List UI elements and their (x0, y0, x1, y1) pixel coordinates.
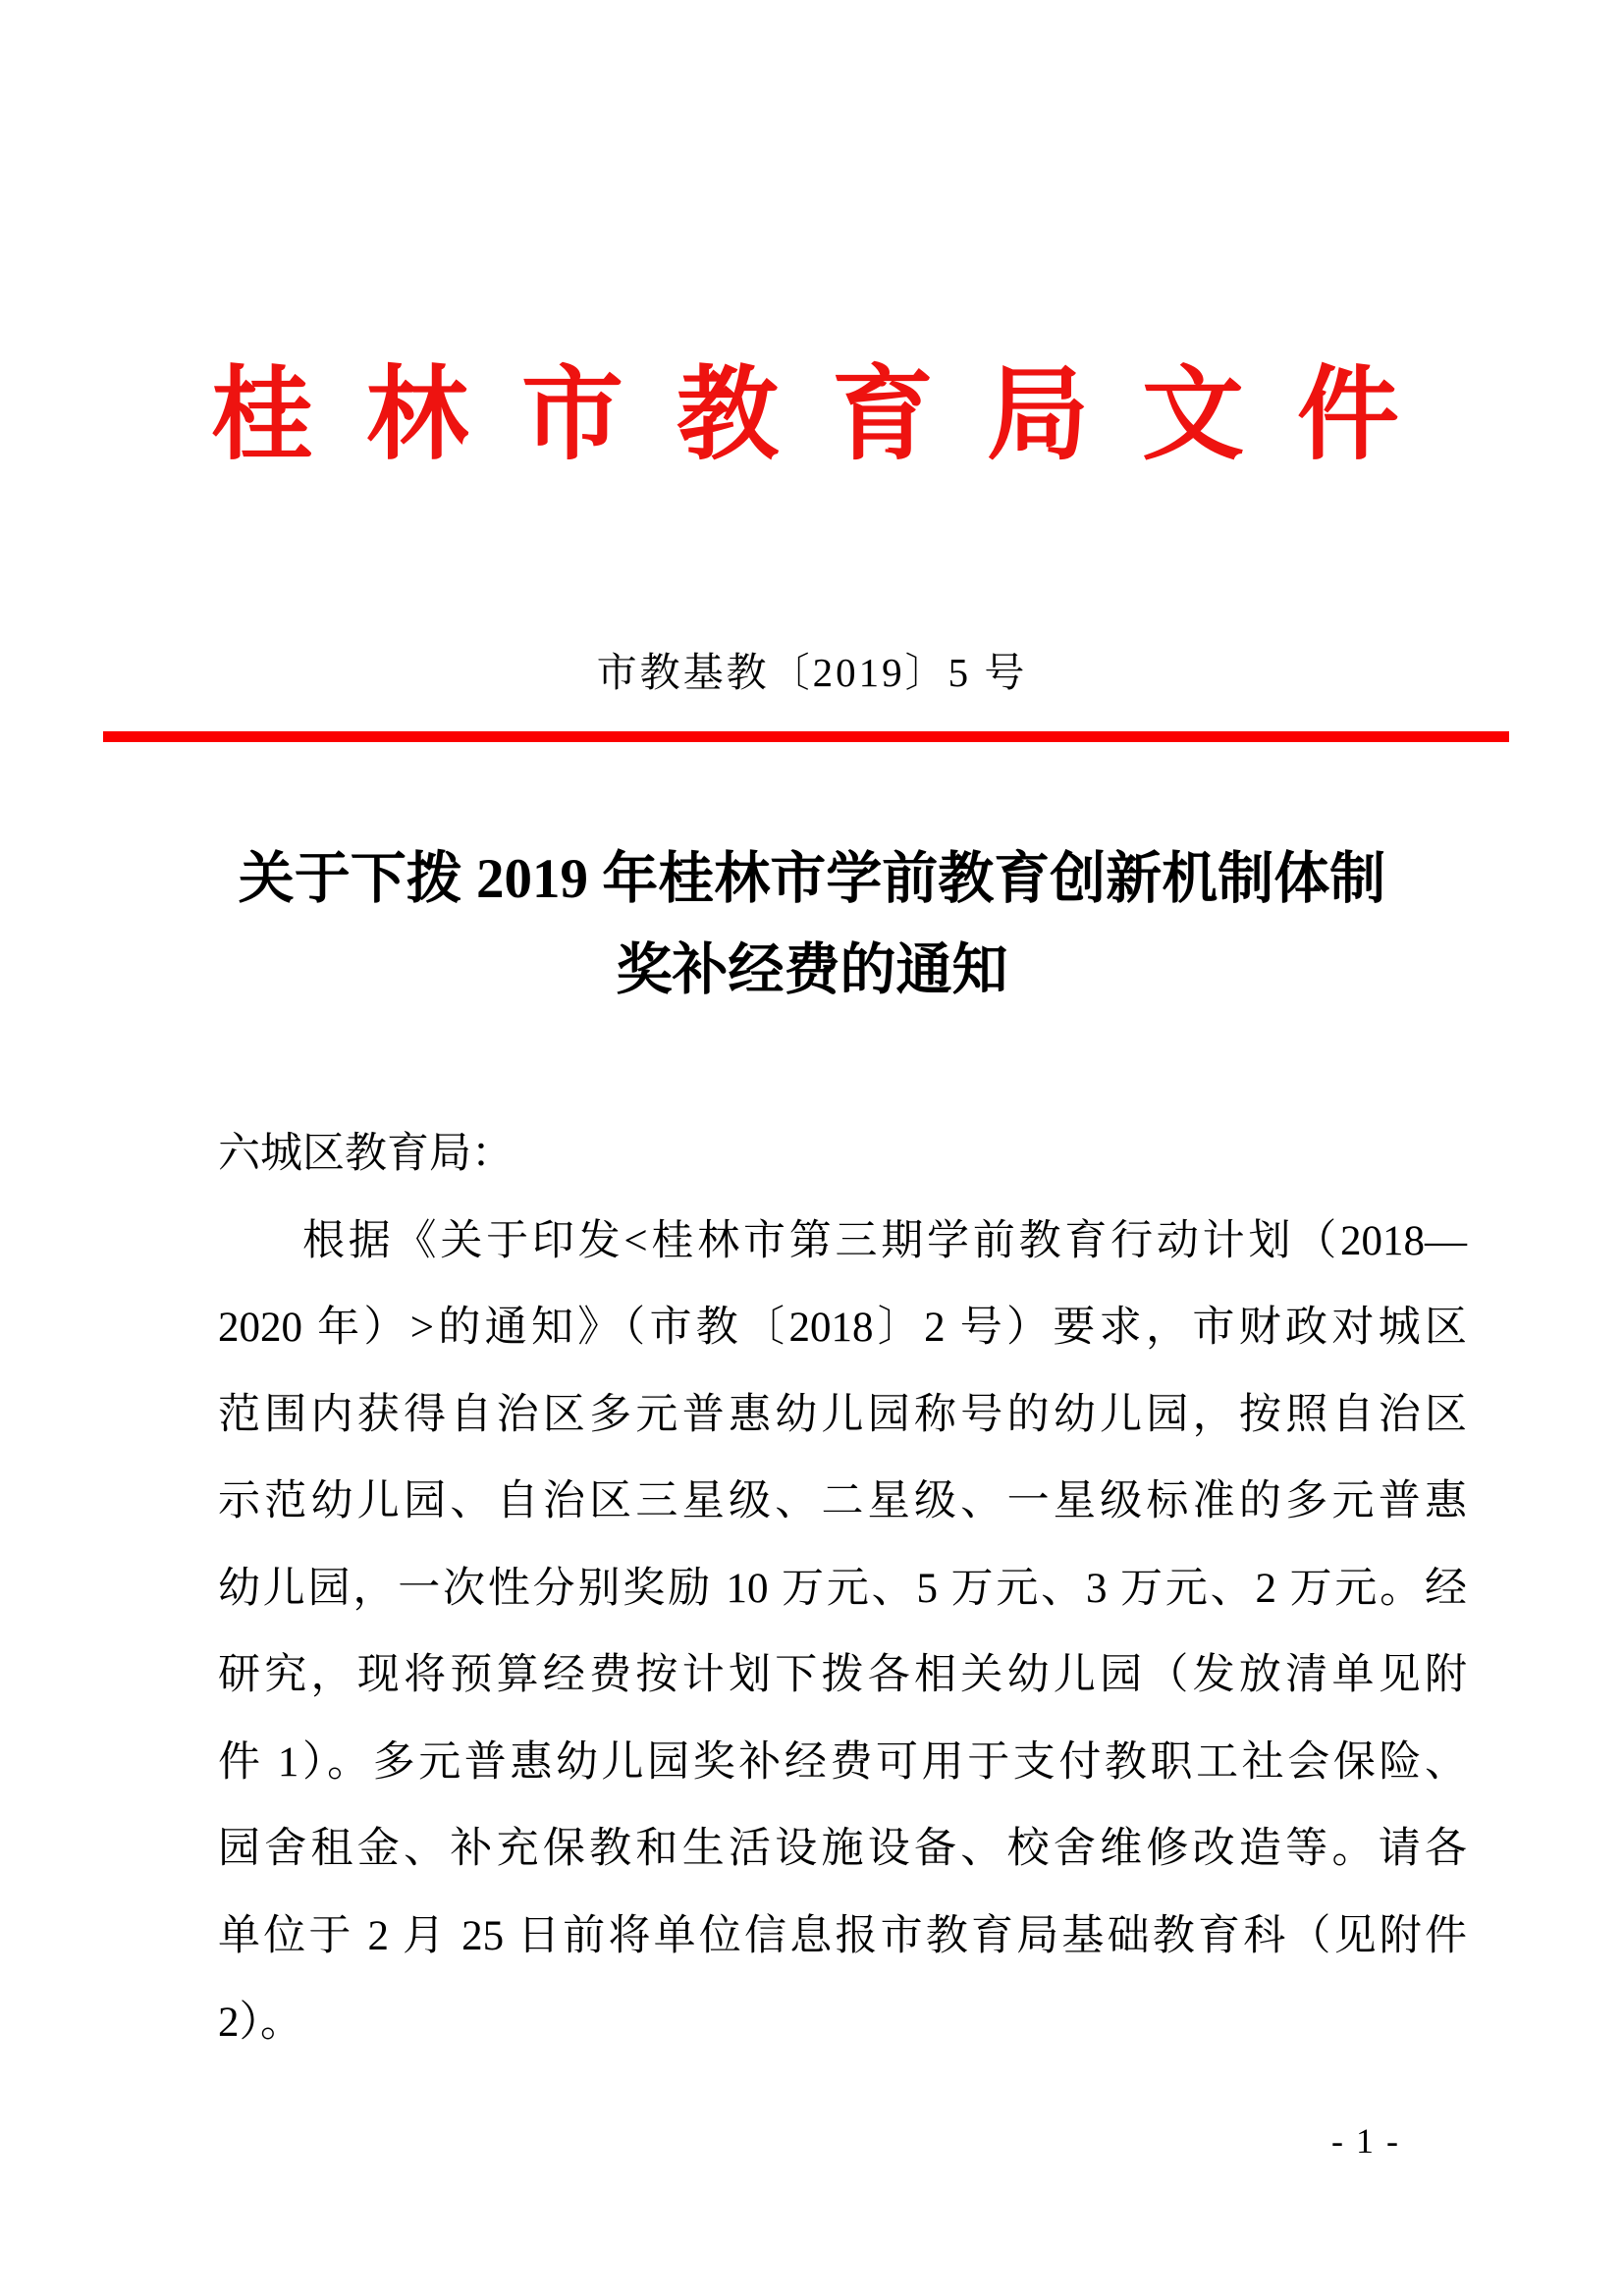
body-line: 幼儿园，一次性分别奖励 10 万元、5 万元、3 万元、2 万元。经 (218, 1565, 1467, 1612)
document-title (0, 833, 1624, 1016)
body-line: 根据《关于印发<桂林市第三期学前教育行动计划（2018— (302, 1217, 1467, 1264)
document-title-line2: 奖补经费的通知 (616, 939, 1008, 1001)
red-separator-line (103, 731, 1509, 742)
body-line: 单位于 2 月 25 日前将单位信息报市教育局基础教育科（见附件 (218, 1912, 1467, 1959)
body-paragraph (218, 1199, 1467, 2067)
body-line: 研究，现将预算经费按计划下拨各相关幼儿园（发放清单见附 (218, 1652, 1467, 1698)
body-line: 范围内获得自治区多元普惠幼儿园称号的幼儿园，按照自治区 (218, 1391, 1467, 1438)
page-number: - 1 - (1331, 2121, 1400, 2161)
doc-number: 市教基教〔2019〕5 号 (596, 650, 1028, 695)
document-title-line1: 关于下拨 2019 年桂林市学前教育创新机制体制 (238, 848, 1386, 910)
agency-title: 桂 林 市 教 育 局 文 件 (210, 359, 1413, 472)
salutation: 六城区教育局： (218, 1131, 514, 1177)
body-line: 示范幼儿园、自治区三星级、二星级、一星级标准的多元普惠 (218, 1478, 1467, 1524)
body-line: 园舍租金、补充保教和生活设施设备、校舍维修改造等。请各 (218, 1826, 1467, 1872)
body-line: 2）。 (218, 2000, 302, 2046)
document-body (218, 1111, 1467, 2067)
body-line: 2020 年）>的通知》（市教〔2018〕2 号）要求，市财政对城区 (218, 1305, 1467, 1351)
body-line: 件 1）。多元普惠幼儿园奖补经费可用于支付教职工社会保险、 (218, 1738, 1467, 1786)
